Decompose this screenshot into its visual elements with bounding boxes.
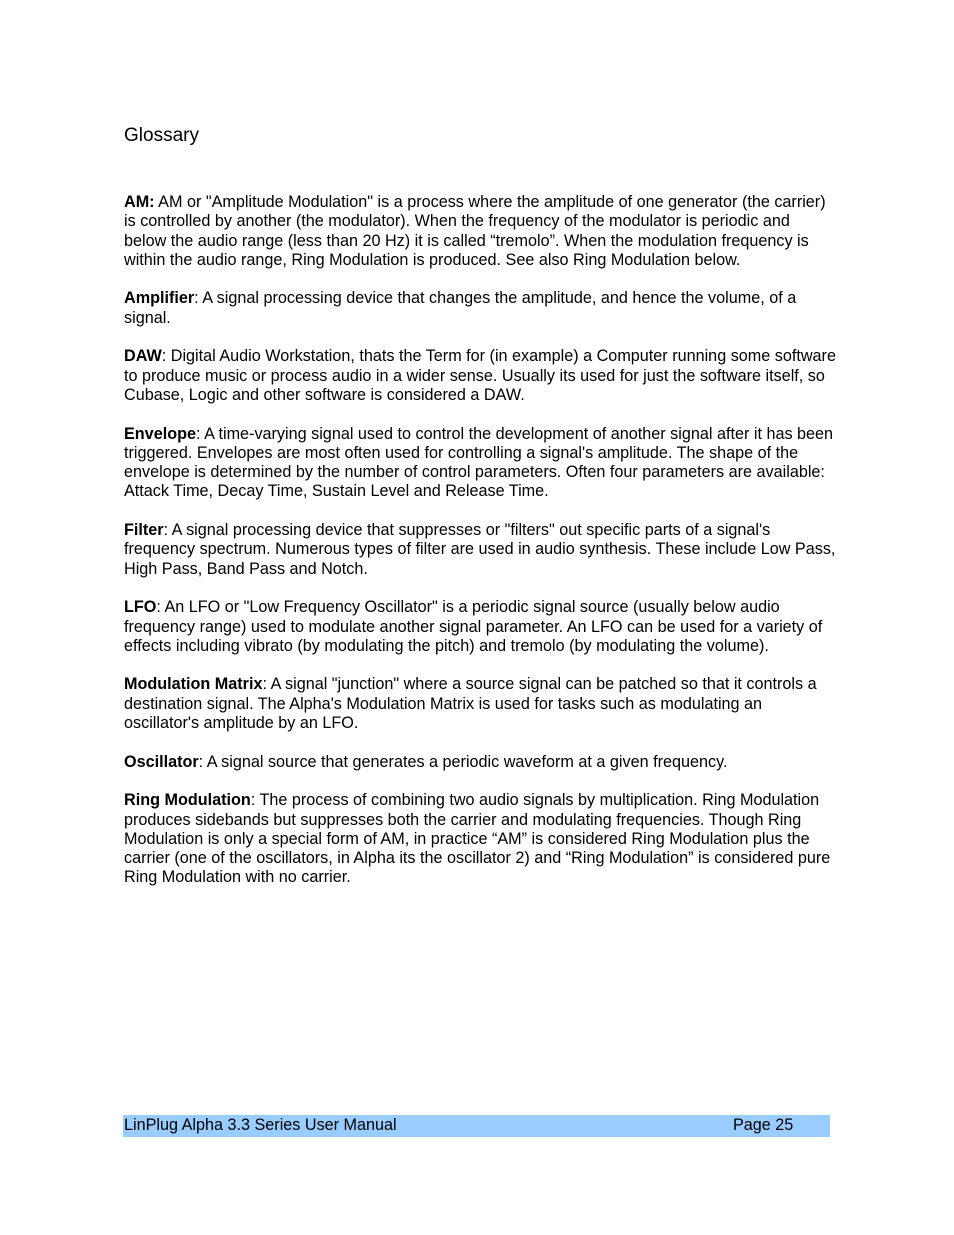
glossary-term: DAW xyxy=(124,347,162,366)
glossary-definition: : Digital Audio Workstation, thats the Term for (in example) a Computer running some software to produce music or process audio in a wider sense. Usually its used for just the software itself, so Cubase, Logic and other software is considered a DAW. xyxy=(124,347,836,404)
glossary-entry-daw xyxy=(124,347,836,405)
glossary-list xyxy=(124,193,836,907)
glossary-definition: : An LFO or "Low Frequency Oscillator" is a periodic signal source (usually below audio frequency range) used to modulate another signal parameter. An LFO can be used for a variety of effects including vibrato (by modulating the pitch) and tremolo (by modulating the volume). xyxy=(124,598,823,655)
glossary-entry-ring-modulation xyxy=(124,791,836,887)
glossary-definition: : A signal "junction" where a source signal can be patched so that it controls a destination signal. The Alpha's Modulation Matrix is used for tasks such as modulating an oscillator's amplitude by an LFO. xyxy=(124,675,817,733)
glossary-term: LFO xyxy=(124,598,157,617)
footer-manual-title: LinPlug Alpha 3.3 Series User Manual xyxy=(124,1116,397,1134)
glossary-entry-filter xyxy=(124,521,836,579)
glossary-definition: : The process of combining two audio signals by multiplication. Ring Modulation produces sidebands but suppresses both the carrier and modulating frequencies. Though Ring Modulation is only a special form of AM, in practice “AM” is considered Ring Modulation plus the carrier (one of the oscillators, in Alpha its the oscillator 2) and “Ring Modulation” is considered pure Ring Modulation with no carrier. xyxy=(124,791,831,887)
glossary-term: Filter xyxy=(124,521,164,540)
page-title: Glossary xyxy=(124,125,199,146)
glossary-term: Modulation Matrix xyxy=(124,675,263,694)
glossary-entry-envelope xyxy=(124,425,836,502)
glossary-definition: : A signal processing device that changes the amplitude, and hence the volume, of a signal. xyxy=(124,289,797,327)
glossary-term: Oscillator xyxy=(124,752,199,771)
glossary-entry-modulation-matrix xyxy=(124,675,836,733)
glossary-entry-am xyxy=(124,193,836,270)
glossary-term: AM: xyxy=(124,193,155,211)
glossary-entry-amplifier xyxy=(124,289,836,328)
glossary-entry-lfo xyxy=(124,598,836,656)
glossary-term: Amplifier xyxy=(124,289,195,308)
glossary-definition: : A signal source that generates a periodic waveform at a given frequency. xyxy=(198,752,728,771)
glossary-term: Ring Modulation xyxy=(124,791,251,810)
glossary-definition: AM or "Amplitude Modulation" is a process where the amplitude of one generator (the carrier) is controlled by another (the modulator). When the frequency of the modulator is periodic and below the audio range (less than 20 Hz) it is called “tremolo”. When the modulation frequency is within the audio range, Ring Modulation is produced. See also Ring Modulation below. xyxy=(124,193,826,269)
glossary-definition: : A time-varying signal used to control the development of another signal after it has been triggered. Envelopes are most often used for controlling a signal's amplitude. The shape of the envelope is determined by the number of control parameters. Often four parameters are available: Attack Time, Decay Time, Sustain Level and Release Time. xyxy=(124,424,834,501)
glossary-term: Envelope xyxy=(124,424,196,443)
glossary-definition: : A signal processing device that suppresses or "filters" out specific parts of a signal's frequency spectrum. Numerous types of filter are used in audio synthesis. These include Low Pass, High Pass, Band Pass and Notch. xyxy=(124,521,836,578)
glossary-entry-oscillator xyxy=(124,753,836,772)
footer-page-number: Page 25 xyxy=(733,1116,794,1134)
page-footer xyxy=(123,1115,830,1137)
